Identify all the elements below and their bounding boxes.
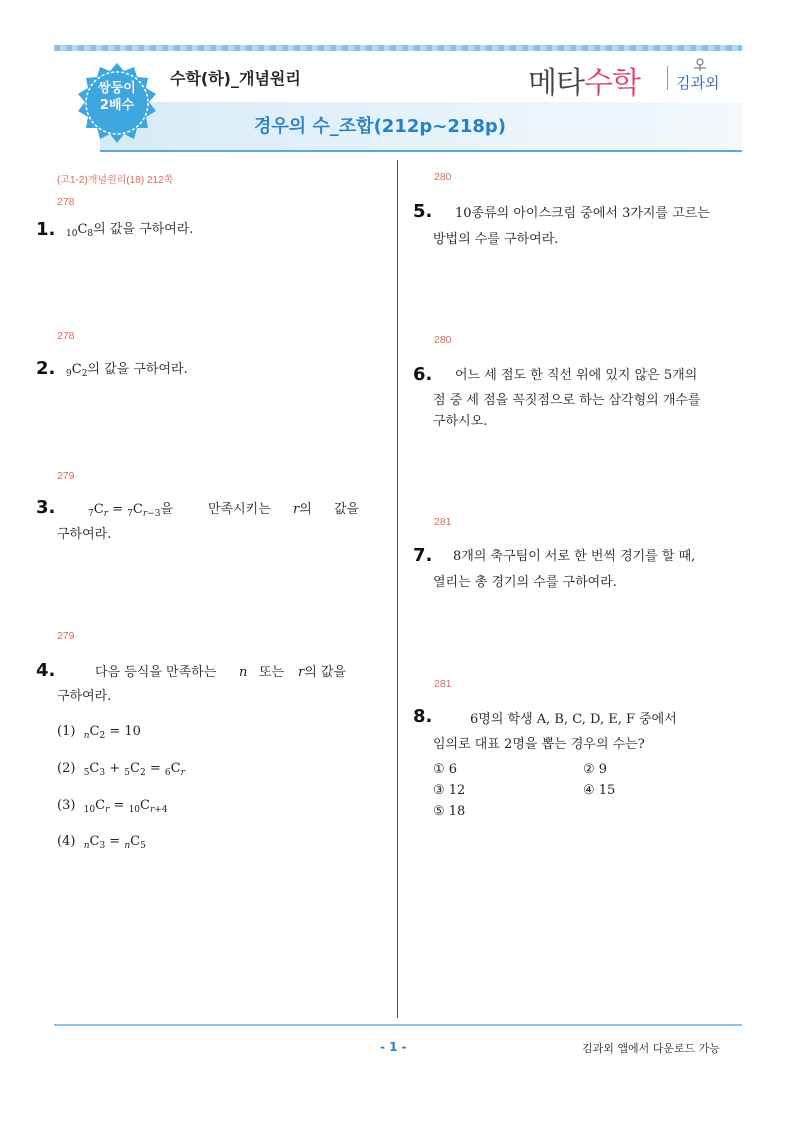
brand-part2: 수학: [583, 66, 640, 101]
question-5-line2: 방법의 수를 구하여라.: [433, 232, 559, 247]
q3-part-b: 만족시키는: [208, 502, 271, 517]
brand-logo: [528, 58, 640, 102]
brand-part1: 메타: [528, 66, 584, 101]
q3-part-a: 을: [160, 502, 174, 517]
column-divider: [397, 160, 398, 1018]
brand-separator: [667, 66, 668, 90]
q4-item: (2) $_5C_3 + _5C_2 = _6C_r$: [57, 761, 185, 778]
answer-option[interactable]: ① 6: [433, 762, 458, 777]
question-1-text: $_{10}C_8$의 값을 구하여라.: [66, 222, 194, 239]
question-ref: 281: [434, 678, 452, 690]
question-4-line1: 다음 등식을 만족하는 n 또는 r의 값을: [95, 659, 365, 686]
question-number: 2.: [36, 358, 56, 379]
q3-part-d: 값을: [334, 502, 360, 517]
question-ref: 281: [434, 516, 452, 528]
answer-option[interactable]: ⑤ 18: [433, 804, 466, 819]
question-1-body: 의 값을 구하여라.: [93, 222, 194, 237]
question-6-line2: 점 중 세 점을 꼭짓점으로 하는 삼각형의 개수를: [433, 393, 701, 408]
question-number: 7.: [413, 545, 433, 566]
question-8-line1: 6명의 학생 A, B, C, D, E, F 중에서: [470, 712, 677, 727]
question-number: 5.: [413, 201, 433, 222]
question-ref: 280: [434, 171, 452, 183]
brand-sub: 김과외: [676, 74, 720, 92]
question-6-line3: 구하시오.: [433, 414, 488, 429]
header-top-stripe: [54, 45, 742, 51]
question-number: 8.: [413, 706, 433, 727]
q4-item: (3) $_{10}C_r = _{10}C_{r+4}$: [57, 798, 168, 815]
source-label: (고1-2)개념원리(18) 212쪽: [57, 175, 174, 186]
page-number: - 1 -: [380, 1040, 407, 1054]
badge-label: [76, 80, 158, 114]
footer-line: [54, 1024, 742, 1026]
question-3-line2: 구하여라.: [57, 527, 112, 542]
question-3-line1: $_7C_r = _7C_{r-3}$을 만족시키는 r의 값을: [88, 496, 368, 528]
badge-line1: 쌍둥이: [98, 81, 136, 96]
question-7-line1: 8개의 축구팀이 서로 한 번씩 경기를 할 때,: [453, 549, 696, 564]
q4-item: (1) $_nC_2 = 10$: [57, 724, 141, 741]
q4-item-label: (3): [57, 798, 76, 813]
answer-option[interactable]: ③ 12: [433, 783, 466, 798]
question-ref: 280: [434, 334, 452, 346]
question-number: 3.: [36, 497, 56, 518]
question-7-line2: 열리는 총 경기의 수를 구하여라.: [433, 575, 617, 590]
q3-part-c: 의: [299, 502, 312, 517]
q4-item-label: (4): [57, 834, 76, 849]
answer-option[interactable]: ④ 15: [583, 783, 616, 798]
question-6-line1: 어느 세 점도 한 직선 위에 있지 않은 5개의: [455, 368, 698, 383]
question-2-text: $_9C_2$의 값을 구하여라.: [66, 362, 188, 379]
q4-item-label: (2): [57, 761, 76, 776]
question-ref: 278: [57, 196, 75, 208]
q4-part-c: 의 값을: [304, 665, 347, 680]
question-number: 4.: [36, 660, 56, 681]
question-8-line2: 임의로 대표 2명을 뽑는 경우의 수는?: [433, 737, 645, 752]
subject-title: 수학(하)_개념원리: [170, 69, 301, 88]
question-number: 6.: [413, 364, 433, 385]
question-ref: 278: [57, 330, 75, 342]
question-ref: 279: [57, 470, 75, 482]
question-2-body: 의 값을 구하여라.: [87, 362, 188, 377]
badge-line2: 2배수: [99, 98, 135, 113]
download-note: 김과외 앱에서 다운로드 가능: [582, 1042, 721, 1055]
question-4-line2: 구하여라.: [57, 689, 112, 704]
topic-title: 경우의 수_조합(212p~218p): [253, 116, 507, 137]
question-5-line1: 10종류의 아이스크림 중에서 3가지를 고르는: [455, 206, 710, 221]
question-number: 1.: [36, 219, 56, 240]
q4-part-a: 다음 등식을 만족하는: [95, 665, 217, 680]
q4-item-label: (1): [57, 724, 76, 739]
question-ref: 279: [57, 630, 75, 642]
answer-option[interactable]: ② 9: [583, 762, 608, 777]
q4-item: (4) $_nC_3 = _nC_5$: [57, 834, 146, 851]
q4-part-b: 또는: [259, 665, 285, 680]
